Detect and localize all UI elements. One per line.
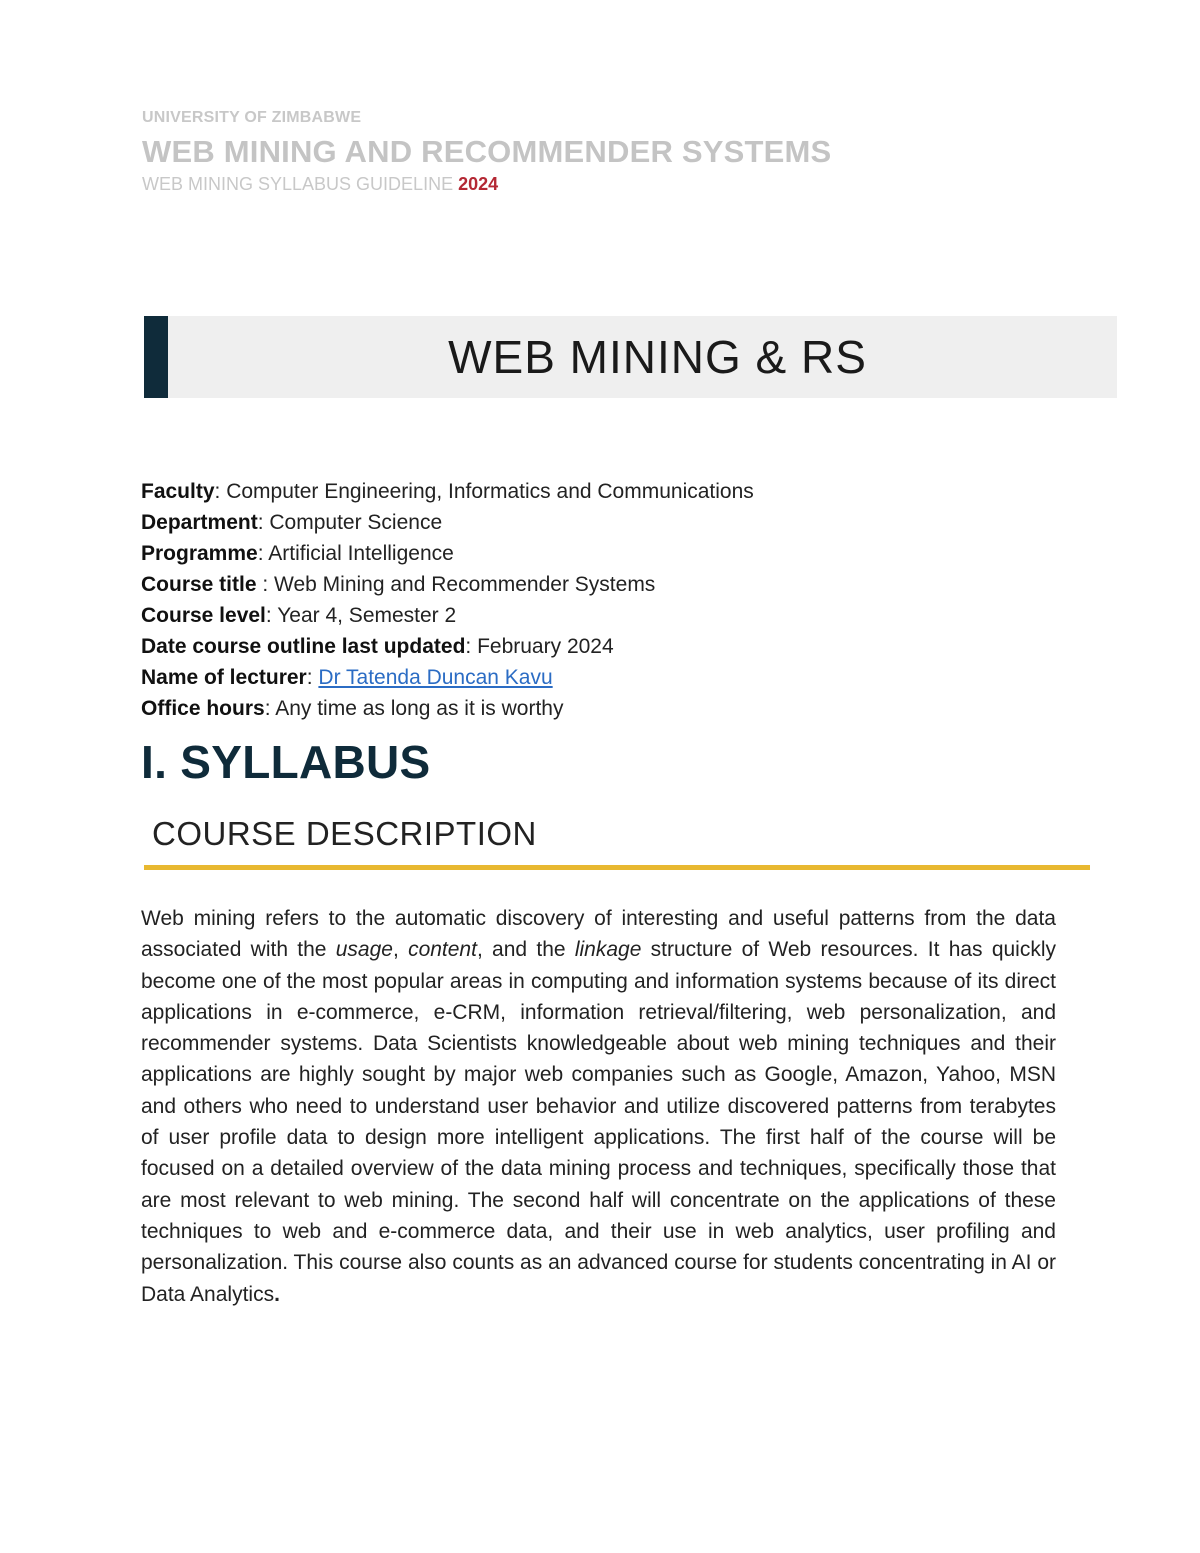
programme-value: : Artificial Intelligence	[257, 542, 454, 565]
guideline-year: 2024	[458, 174, 499, 194]
desc-end-period: .	[274, 1282, 280, 1306]
office-hours-label: Office hours	[141, 697, 265, 720]
info-row-date-updated	[141, 631, 1101, 662]
banner-accent-bar	[144, 316, 168, 398]
desc-part-2: ,	[392, 938, 409, 962]
desc-part-3: , and the	[476, 938, 575, 962]
info-row-department	[141, 507, 1101, 538]
university-name: UNIVERSITY OF ZIMBABWE	[142, 109, 362, 126]
department-label: Department	[141, 511, 258, 534]
course-description-paragraph	[141, 903, 1056, 1310]
office-hours-value: : Any time as long as it is worthy	[264, 697, 564, 720]
lecturer-name-link[interactable]: Dr Tatenda Duncan Kavu	[318, 666, 553, 689]
department-value: : Computer Science	[257, 511, 443, 534]
faculty-value: : Computer Engineering, Informatics and Communications	[214, 480, 754, 503]
desc-usage-emphasis: usage	[335, 938, 393, 962]
guideline-text: WEB MINING SYLLABUS GUIDELINE	[142, 174, 454, 194]
course-title-value: : Web Mining and Recommender Systems	[256, 573, 656, 596]
date-updated-value: : February 2024	[465, 635, 614, 658]
date-updated-label: Date course outline last updated	[141, 635, 466, 658]
info-row-office-hours	[141, 693, 1101, 724]
syllabus-heading: I. SYLLABUS	[141, 736, 431, 788]
course-level-value: : Year 4, Semester 2	[265, 604, 457, 627]
info-row-faculty	[141, 476, 1101, 507]
course-title-label: Course title	[141, 573, 257, 596]
course-description-heading: COURSE DESCRIPTION	[152, 815, 537, 852]
info-row-course-level	[141, 600, 1101, 631]
info-row-course-title	[141, 569, 1101, 600]
lecturer-label: Name of lecturer	[141, 666, 307, 689]
course-level-label: Course level	[141, 604, 266, 627]
section-divider	[144, 865, 1090, 870]
lecturer-separator: :	[306, 666, 319, 689]
banner-title: WEB MINING & RS	[448, 331, 867, 383]
info-row-lecturer	[141, 662, 1101, 693]
desc-content-emphasis: content	[408, 938, 477, 962]
faculty-label: Faculty	[141, 480, 215, 503]
programme-label: Programme	[141, 542, 258, 565]
guideline-line	[142, 172, 1092, 196]
course-info-block	[141, 476, 1101, 724]
info-row-programme	[141, 538, 1101, 569]
course-name-title: WEB MINING AND RECOMMENDER SYSTEMS	[142, 134, 832, 169]
document-header	[142, 108, 1092, 196]
desc-part-4: structure of Web resources. It has quickly become one of the most popular areas in computing and information systems because of its direct applications in e-commerce, e-CRM, information retrieval/filtering, web personalization, and recommender systems. Data Scientists knowledgeable about web mining techniques and their applications are highly sought by major web companies such as Google, Amazon, Yahoo, MSN and others who need to understand user behavior and utilize discovered patterns from terabytes of user profile data to design more intelligent applications. The first half of the course will be focused on a detailed overview of the data mining process and techniques, specifically those that are most relevant to web mining. The second half will concentrate on the applications of these techniques to web and e-commerce data, and their use in web analytics, user profiling and personalization. This course also counts as an advanced course for students concentrating in AI or Data Analytics	[141, 938, 1057, 1306]
desc-part-1: Web mining refers to the automatic discovery of interesting and useful patterns from the data associated with the	[141, 907, 1056, 962]
title-banner	[144, 316, 1117, 398]
desc-linkage-emphasis: linkage	[574, 938, 642, 962]
